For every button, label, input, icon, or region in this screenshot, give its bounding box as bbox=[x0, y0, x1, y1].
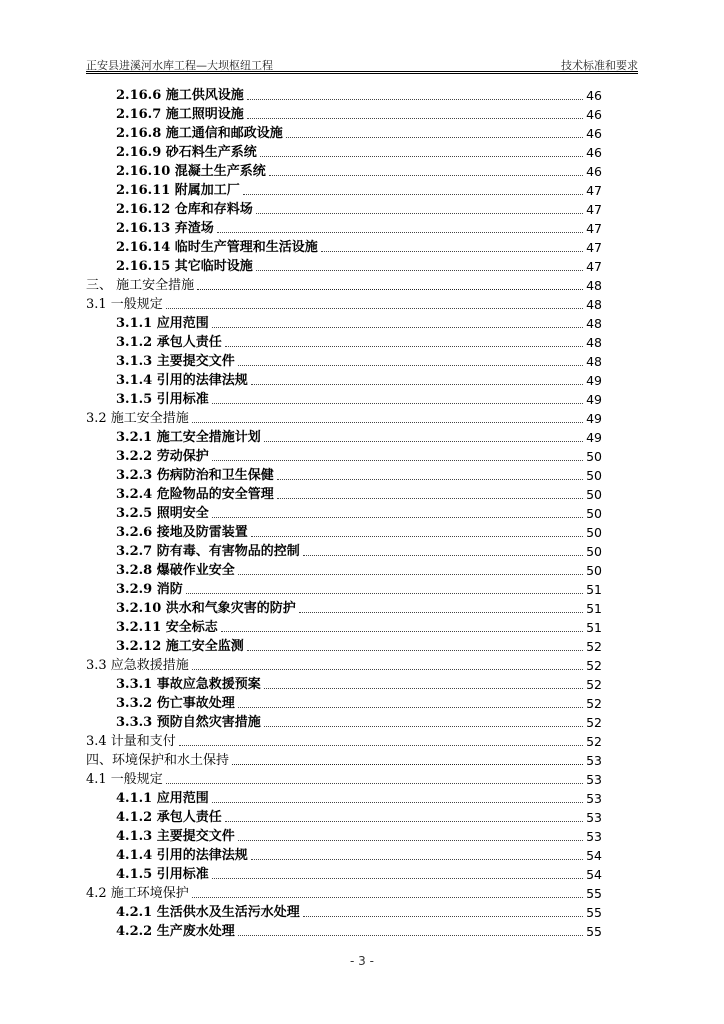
toc-entry-label: 四、环境保护和水土保持 bbox=[86, 753, 230, 768]
toc-entry[interactable] bbox=[86, 276, 602, 295]
toc-entry-label: 3.4 计量和支付 bbox=[86, 734, 176, 749]
toc-entry[interactable] bbox=[86, 352, 602, 371]
toc-entry-page: 50 bbox=[586, 544, 602, 559]
toc-entry[interactable] bbox=[86, 675, 602, 694]
toc-entry-page: 50 bbox=[586, 506, 602, 521]
toc-entry[interactable] bbox=[86, 124, 602, 143]
toc-entry-label: 3.1 一般规定 bbox=[86, 297, 163, 312]
toc-entry-label: 3.2.1 施工安全措施计划 bbox=[116, 430, 261, 445]
toc-dot-leader bbox=[212, 403, 583, 404]
toc-dot-leader bbox=[238, 840, 583, 841]
toc-entry[interactable] bbox=[86, 694, 602, 713]
toc-entry-page: 51 bbox=[586, 582, 602, 597]
toc-entry-page: 51 bbox=[586, 601, 602, 616]
toc-entry-page: 46 bbox=[586, 88, 602, 103]
toc-entry-label: 4.1.1 应用范围 bbox=[116, 791, 209, 806]
toc-entry-label: 2.16.14 临时生产管理和生活设施 bbox=[116, 240, 318, 255]
toc-entry[interactable] bbox=[86, 295, 602, 314]
toc-dot-leader bbox=[238, 707, 583, 708]
toc-dot-leader bbox=[277, 479, 583, 480]
toc-entry[interactable] bbox=[86, 485, 602, 504]
toc-entry[interactable] bbox=[86, 865, 602, 884]
toc-entry-label: 3.3.3 预防自然灾害措施 bbox=[116, 715, 261, 730]
toc-entry-page: 48 bbox=[586, 335, 602, 350]
toc-entry[interactable] bbox=[86, 409, 602, 428]
toc-dot-leader bbox=[251, 859, 583, 860]
toc-entry-page: 52 bbox=[586, 715, 602, 730]
toc-entry-label: 2.16.13 弃渣场 bbox=[116, 221, 214, 236]
toc-entry[interactable] bbox=[86, 219, 602, 238]
toc-dot-leader bbox=[166, 308, 583, 309]
toc-entry[interactable] bbox=[86, 314, 602, 333]
toc-entry[interactable] bbox=[86, 447, 602, 466]
toc-entry[interactable] bbox=[86, 599, 602, 618]
toc-entry-label: 2.16.10 混凝土生产系统 bbox=[116, 164, 266, 179]
toc-dot-leader bbox=[232, 764, 583, 765]
toc-dot-leader bbox=[225, 346, 583, 347]
toc-entry-page: 47 bbox=[586, 259, 602, 274]
toc-entry-page: 53 bbox=[586, 810, 602, 825]
toc-entry-page: 46 bbox=[586, 107, 602, 122]
toc-entry-page: 47 bbox=[586, 221, 602, 236]
toc-entry-label: 4.2.1 生活供水及生活污水处理 bbox=[116, 905, 300, 920]
toc-entry-label: 2.16.9 砂石料生产系统 bbox=[116, 145, 257, 160]
toc-entry-label: 3.2.9 消防 bbox=[116, 582, 183, 597]
toc-entry-page: 48 bbox=[586, 297, 602, 312]
toc-dot-leader bbox=[186, 593, 583, 594]
toc-dot-leader bbox=[277, 498, 583, 499]
toc-entry[interactable] bbox=[86, 523, 602, 542]
toc-entry-label: 3.3.2 伤亡事故处理 bbox=[116, 696, 235, 711]
toc-dot-leader bbox=[247, 118, 583, 119]
toc-entry-label: 4.1.3 主要提交文件 bbox=[116, 829, 235, 844]
toc-entry-label: 2.16.12 仓库和存料场 bbox=[116, 202, 253, 217]
toc-entry-label: 4.1.4 引用的法律法规 bbox=[116, 848, 248, 863]
toc-entry-label: 3.1.5 引用标准 bbox=[116, 392, 209, 407]
toc-entry-page: 48 bbox=[586, 354, 602, 369]
toc-dot-leader bbox=[264, 688, 583, 689]
toc-dot-leader bbox=[197, 289, 583, 290]
toc-entry-page: 46 bbox=[586, 145, 602, 160]
toc-entry-label: 4.1.5 引用标准 bbox=[116, 867, 209, 882]
toc-entry[interactable] bbox=[86, 390, 602, 409]
toc-entry-page: 52 bbox=[586, 677, 602, 692]
toc-entry[interactable] bbox=[86, 922, 602, 941]
toc-entry-label: 3.2.2 劳动保护 bbox=[116, 449, 209, 464]
toc-entry-page: 53 bbox=[586, 791, 602, 806]
toc-dot-leader bbox=[212, 517, 583, 518]
toc-dot-leader bbox=[256, 213, 583, 214]
toc-entry-label: 4.2 施工环境保护 bbox=[86, 886, 189, 901]
toc-entry-page: 50 bbox=[586, 449, 602, 464]
toc-dot-leader bbox=[238, 935, 583, 936]
toc-entry-label: 3.2.12 施工安全监测 bbox=[116, 639, 244, 654]
toc-entry-page: 49 bbox=[586, 392, 602, 407]
toc-entry-label: 3.1.2 承包人责任 bbox=[116, 335, 222, 350]
toc-entry[interactable] bbox=[86, 618, 602, 637]
toc-entry[interactable] bbox=[86, 181, 602, 200]
toc-entry-label: 3.2.3 伤病防治和卫生保健 bbox=[116, 468, 274, 483]
toc-dot-leader bbox=[247, 99, 583, 100]
toc-entry[interactable] bbox=[86, 257, 602, 276]
toc-entry-label: 3.2.7 防有毒、有害物品的控制 bbox=[116, 544, 300, 559]
toc-dot-leader bbox=[212, 460, 583, 461]
toc-entry[interactable] bbox=[86, 428, 602, 447]
toc-entry[interactable] bbox=[86, 105, 602, 124]
toc-entry-label: 三、 施工安全措施 bbox=[86, 278, 195, 293]
toc-entry[interactable] bbox=[86, 466, 602, 485]
toc-entry-label: 2.16.7 施工照明设施 bbox=[116, 107, 244, 122]
toc-dot-leader bbox=[260, 156, 583, 157]
toc-dot-leader bbox=[256, 270, 583, 271]
toc-entry-page: 54 bbox=[586, 848, 602, 863]
toc-dot-leader bbox=[221, 631, 583, 632]
toc-entry-label: 4.2.2 生产废水处理 bbox=[116, 924, 235, 939]
toc-entry-page: 53 bbox=[586, 753, 602, 768]
toc-dot-leader bbox=[166, 783, 583, 784]
toc-entry-label: 2.16.6 施工供风设施 bbox=[116, 88, 244, 103]
toc-entry[interactable] bbox=[86, 789, 602, 808]
toc-entry-label: 3.1.3 主要提交文件 bbox=[116, 354, 235, 369]
toc-entry[interactable] bbox=[86, 86, 602, 105]
toc-entry-label: 2.16.11 附属加工厂 bbox=[116, 183, 240, 198]
toc-entry[interactable] bbox=[86, 200, 602, 219]
toc-entry-label: 3.2.4 危险物品的安全管理 bbox=[116, 487, 274, 502]
toc-entry-page: 54 bbox=[586, 867, 602, 882]
toc-dot-leader bbox=[251, 536, 583, 537]
toc-entry-label: 4.1 一般规定 bbox=[86, 772, 163, 787]
toc-entry-page: 46 bbox=[586, 126, 602, 141]
toc-entry[interactable] bbox=[86, 713, 602, 732]
toc-entry-page: 52 bbox=[586, 658, 602, 673]
toc-entry-page: 50 bbox=[586, 487, 602, 502]
toc-entry-label: 3.2.11 安全标志 bbox=[116, 620, 218, 635]
toc-entry-page: 48 bbox=[586, 316, 602, 331]
toc-entry-label: 3.1.1 应用范围 bbox=[116, 316, 209, 331]
toc-entry-page: 51 bbox=[586, 620, 602, 635]
toc-dot-leader bbox=[192, 897, 583, 898]
toc-entry-page: 55 bbox=[586, 905, 602, 920]
toc-entry[interactable] bbox=[86, 808, 602, 827]
toc-entry-page: 52 bbox=[586, 696, 602, 711]
toc-entry-page: 46 bbox=[586, 164, 602, 179]
page-number: - 3 - bbox=[350, 954, 374, 968]
toc-dot-leader bbox=[264, 441, 583, 442]
toc-dot-leader bbox=[303, 916, 583, 917]
toc-dot-leader bbox=[212, 802, 583, 803]
header-rule bbox=[86, 71, 638, 74]
toc-dot-leader bbox=[192, 422, 583, 423]
toc-entry-page: 52 bbox=[586, 734, 602, 749]
toc-entry-label: 3.2.6 接地及防雷装置 bbox=[116, 525, 248, 540]
toc-dot-leader bbox=[251, 384, 583, 385]
toc-entry-page: 49 bbox=[586, 373, 602, 388]
toc-entry[interactable] bbox=[86, 238, 602, 257]
toc-dot-leader bbox=[212, 327, 583, 328]
toc-entry-page: 48 bbox=[586, 278, 602, 293]
toc-entry-page: 47 bbox=[586, 183, 602, 198]
toc-dot-leader bbox=[192, 669, 583, 670]
toc-entry-label: 3.3 应急救援措施 bbox=[86, 658, 189, 673]
toc-entry-label: 3.2.5 照明安全 bbox=[116, 506, 209, 521]
toc-entry[interactable] bbox=[86, 504, 602, 523]
toc-entry-page: 53 bbox=[586, 829, 602, 844]
header-section-title: 技术标准和要求 bbox=[561, 59, 638, 72]
toc-entry[interactable] bbox=[86, 827, 602, 846]
toc-entry-label: 2.16.15 其它临时设施 bbox=[116, 259, 253, 274]
toc-entry-label: 3.2.10 洪水和气象灾害的防护 bbox=[116, 601, 296, 616]
toc-entry-label: 2.16.8 施工通信和邮政设施 bbox=[116, 126, 283, 141]
toc-entry-page: 49 bbox=[586, 411, 602, 426]
toc-entry-page: 55 bbox=[586, 886, 602, 901]
toc-entry[interactable] bbox=[86, 143, 602, 162]
toc-dot-leader bbox=[269, 175, 583, 176]
toc-entry[interactable] bbox=[86, 656, 602, 675]
toc-entry-label: 3.1.4 引用的法律法规 bbox=[116, 373, 248, 388]
toc-dot-leader bbox=[243, 194, 583, 195]
toc-entry-page: 50 bbox=[586, 563, 602, 578]
table-of-contents bbox=[86, 86, 602, 941]
toc-entry[interactable] bbox=[86, 371, 602, 390]
toc-entry-label: 3.2.8 爆破作业安全 bbox=[116, 563, 235, 578]
toc-entry-page: 55 bbox=[586, 924, 602, 939]
toc-entry-page: 53 bbox=[586, 772, 602, 787]
toc-entry[interactable] bbox=[86, 561, 602, 580]
toc-entry-label: 4.1.2 承包人责任 bbox=[116, 810, 222, 825]
toc-dot-leader bbox=[299, 612, 583, 613]
toc-entry[interactable] bbox=[86, 846, 602, 865]
toc-entry[interactable] bbox=[86, 751, 602, 770]
toc-dot-leader bbox=[286, 137, 583, 138]
toc-entry-page: 50 bbox=[586, 525, 602, 540]
toc-entry[interactable] bbox=[86, 884, 602, 903]
toc-entry-label: 3.3.1 事故应急救援预案 bbox=[116, 677, 261, 692]
toc-entry[interactable] bbox=[86, 637, 602, 656]
toc-entry-label: 3.2 施工安全措施 bbox=[86, 411, 189, 426]
toc-dot-leader bbox=[238, 365, 583, 366]
toc-dot-leader bbox=[179, 745, 583, 746]
toc-entry[interactable] bbox=[86, 732, 602, 751]
toc-entry-page: 50 bbox=[586, 468, 602, 483]
toc-dot-leader bbox=[303, 555, 583, 556]
toc-dot-leader bbox=[217, 232, 583, 233]
toc-entry[interactable] bbox=[86, 333, 602, 352]
toc-entry-page: 49 bbox=[586, 430, 602, 445]
toc-dot-leader bbox=[212, 878, 583, 879]
toc-dot-leader bbox=[264, 726, 583, 727]
toc-entry[interactable] bbox=[86, 162, 602, 181]
toc-dot-leader bbox=[238, 574, 583, 575]
toc-dot-leader bbox=[225, 821, 583, 822]
header-project-title: 正安县进溪河水库工程—大坝枢纽工程 bbox=[86, 59, 273, 72]
toc-entry-page: 52 bbox=[586, 639, 602, 654]
toc-entry[interactable] bbox=[86, 580, 602, 599]
toc-dot-leader bbox=[247, 650, 583, 651]
toc-entry-page: 47 bbox=[586, 202, 602, 217]
toc-dot-leader bbox=[321, 251, 583, 252]
toc-entry[interactable] bbox=[86, 542, 602, 561]
toc-entry-page: 47 bbox=[586, 240, 602, 255]
toc-entry[interactable] bbox=[86, 903, 602, 922]
toc-entry[interactable] bbox=[86, 770, 602, 789]
